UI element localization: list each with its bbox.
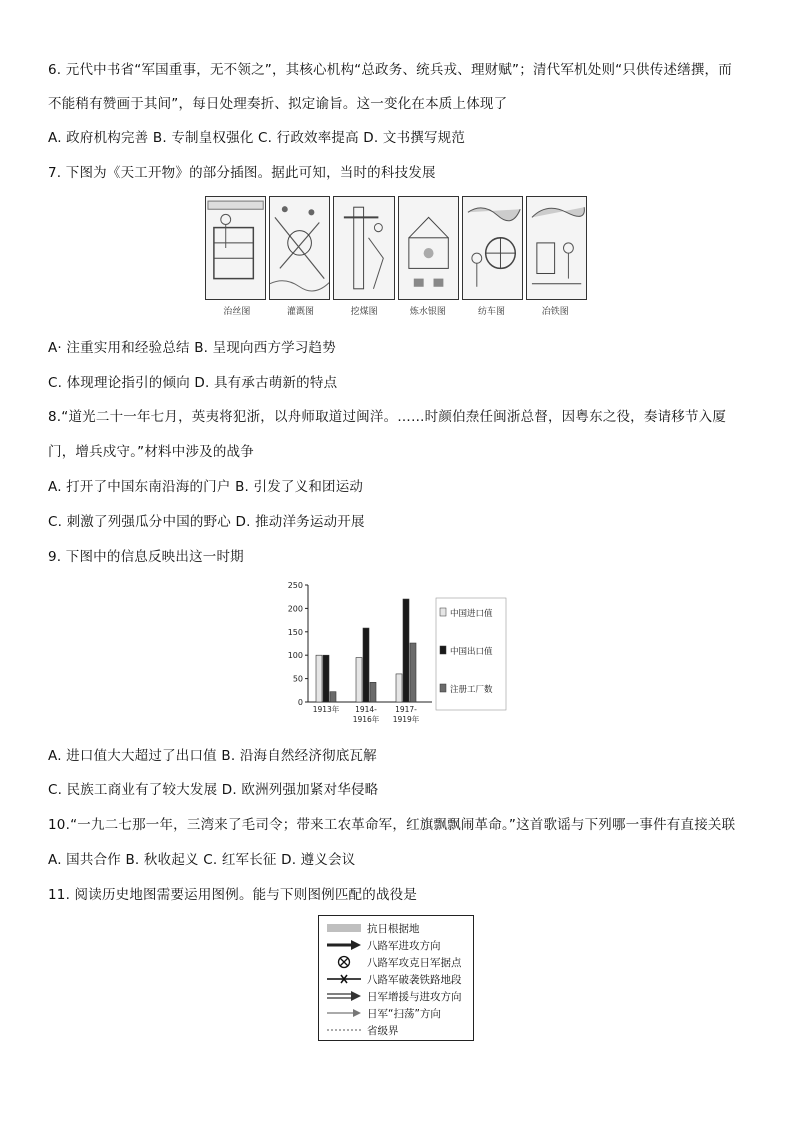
caption-spinning: 纺车图 (478, 307, 506, 317)
bar-import (316, 655, 322, 702)
irrigation-illustration (269, 196, 330, 300)
y-tick-label: 200 (287, 604, 303, 614)
y-tick-label: 100 (287, 651, 303, 661)
spinning-wheel-illustration (462, 196, 523, 300)
x-tick-label: 1917- (395, 705, 417, 714)
bar-factories (370, 682, 376, 702)
legend-swatch (440, 646, 446, 654)
double-arrow-icon (325, 989, 363, 1003)
illustration-captions (205, 304, 587, 317)
base-area-swatch (325, 921, 363, 935)
x-tick-label: 1919年 (392, 715, 420, 724)
legend-japanese-sweep: 日军“扫荡”方向 (325, 1006, 441, 1020)
dotted-line-icon (325, 1023, 363, 1037)
caption-irrigation: 灌溉图 (287, 307, 315, 317)
caption-silk: 治丝图 (223, 307, 251, 317)
y-tick-label: 0 (297, 698, 303, 707)
caption-iron: 冶铁图 (541, 307, 569, 317)
iron-smelting-illustration (526, 196, 587, 300)
legend-base-area: 抗日根据地 (325, 921, 420, 935)
map-legend (318, 915, 474, 1041)
circled-x-icon (325, 955, 363, 969)
bold-arrow-icon (325, 938, 363, 952)
x-tick-label: 1916年 (352, 715, 380, 724)
q6-stem-line2: 不能稍有赞画于其间”，每日处理奏折、拟定谕旨。这一变化在本质上体现了 (48, 96, 508, 112)
caption-coal: 挖煤图 (350, 307, 378, 317)
q9-options-ab: A. 进口值大大超过了出口值 B. 沿海自然经济彻底瓦解 (48, 748, 377, 764)
legend-eighth-route-attack: 八路军进攻方向 (325, 938, 441, 952)
legend-province-border: 省级界 (325, 1023, 399, 1037)
q7-options-ab: A· 注重实用和经验总结 B. 呈现向西方学习趋势 (48, 340, 336, 356)
q8-stem-line1: 8.“道光二十一年七月，英夷将犯浙，以舟师取道过闽洋。……时颜伯焘任闽浙总督，因粤东之役，奏请移节入厦 (48, 409, 727, 425)
legend-railway-sabotage: 八路军破袭铁路地段 (325, 972, 462, 986)
y-tick-label: 50 (292, 674, 303, 684)
y-tick-label: 150 (287, 627, 303, 637)
q6-stem-line1: 6. 元代中书省“军国重事，无不领之”，其核心机构“总政务、统兵戎、理财赋”；清代军机处则“只供传述缮撰，而 (48, 62, 732, 78)
thin-arrow-icon (325, 1006, 363, 1020)
q10-options: A. 国共合作 B. 秋收起义 C. 红军长征 D. 遵义会议 (48, 852, 356, 868)
q8-options-cd: C. 刺激了列强瓜分中国的野心 D. 推动洋务运动开展 (48, 514, 365, 530)
tiangong-kaiwu-illustrations (205, 196, 587, 300)
q8-stem-line2: 门，增兵戍守。”材料中涉及的战争 (48, 444, 254, 460)
legend-label: 中国进口值 (450, 609, 493, 619)
q7-stem: 7. 下图为《天工开物》的部分插图。据此可知，当时的科技发展 (48, 165, 436, 181)
x-tick-label: 1913年 (312, 705, 340, 714)
q8-options-ab: A. 打开了中国东南沿海的门户 B. 引发了义和团运动 (48, 479, 364, 495)
legend-label: 中国出口值 (450, 647, 493, 657)
q9-stem: 9. 下图中的信息反映出这一时期 (48, 549, 244, 565)
railway-cross-icon (325, 972, 363, 986)
bar-import (356, 658, 362, 702)
bar-import (396, 674, 402, 702)
legend-captured-stronghold: 八路军攻克日军据点 (325, 955, 462, 969)
legend-swatch (440, 684, 446, 692)
q9-options-cd: C. 民族工商业有了较大发展 D. 欧洲列强加紧对华侵略 (48, 782, 379, 798)
q11-stem: 11. 阅读历史地图需要运用图例。能与下则图例匹配的战役是 (48, 887, 418, 903)
q10-stem: 10.“一九二七那一年，三湾来了毛司令；带来工农革命军，红旗飘飘闹革命。”这首歌谣与下列哪一事件有直接关联 (48, 817, 736, 833)
legend-label: 注册工厂数 (450, 685, 493, 695)
y-tick-label: 250 (287, 581, 303, 590)
bar-export (323, 655, 329, 702)
mercury-smelting-illustration (398, 196, 459, 300)
trade-chart (282, 578, 507, 728)
bar-factories (330, 692, 336, 702)
q6-options: A. 政府机构完善 B. 专制皇权强化 C. 行政效率提高 D. 文书撰写规范 (48, 130, 466, 146)
x-tick-label: 1914- (355, 705, 377, 714)
bar-factories (410, 643, 416, 702)
trade-chart-svg (282, 578, 507, 728)
q7-options-cd: C. 体现理论指引的倾向 D. 具有承古萌新的特点 (48, 375, 338, 391)
coal-mining-illustration (333, 196, 394, 300)
bar-export (403, 599, 409, 702)
caption-mercury: 炼水银图 (409, 307, 446, 317)
bar-export (363, 628, 369, 702)
legend-swatch (440, 608, 446, 616)
silk-illustration (205, 196, 266, 300)
legend-japanese-advance: 日军增援与进攻方向 (325, 989, 462, 1003)
